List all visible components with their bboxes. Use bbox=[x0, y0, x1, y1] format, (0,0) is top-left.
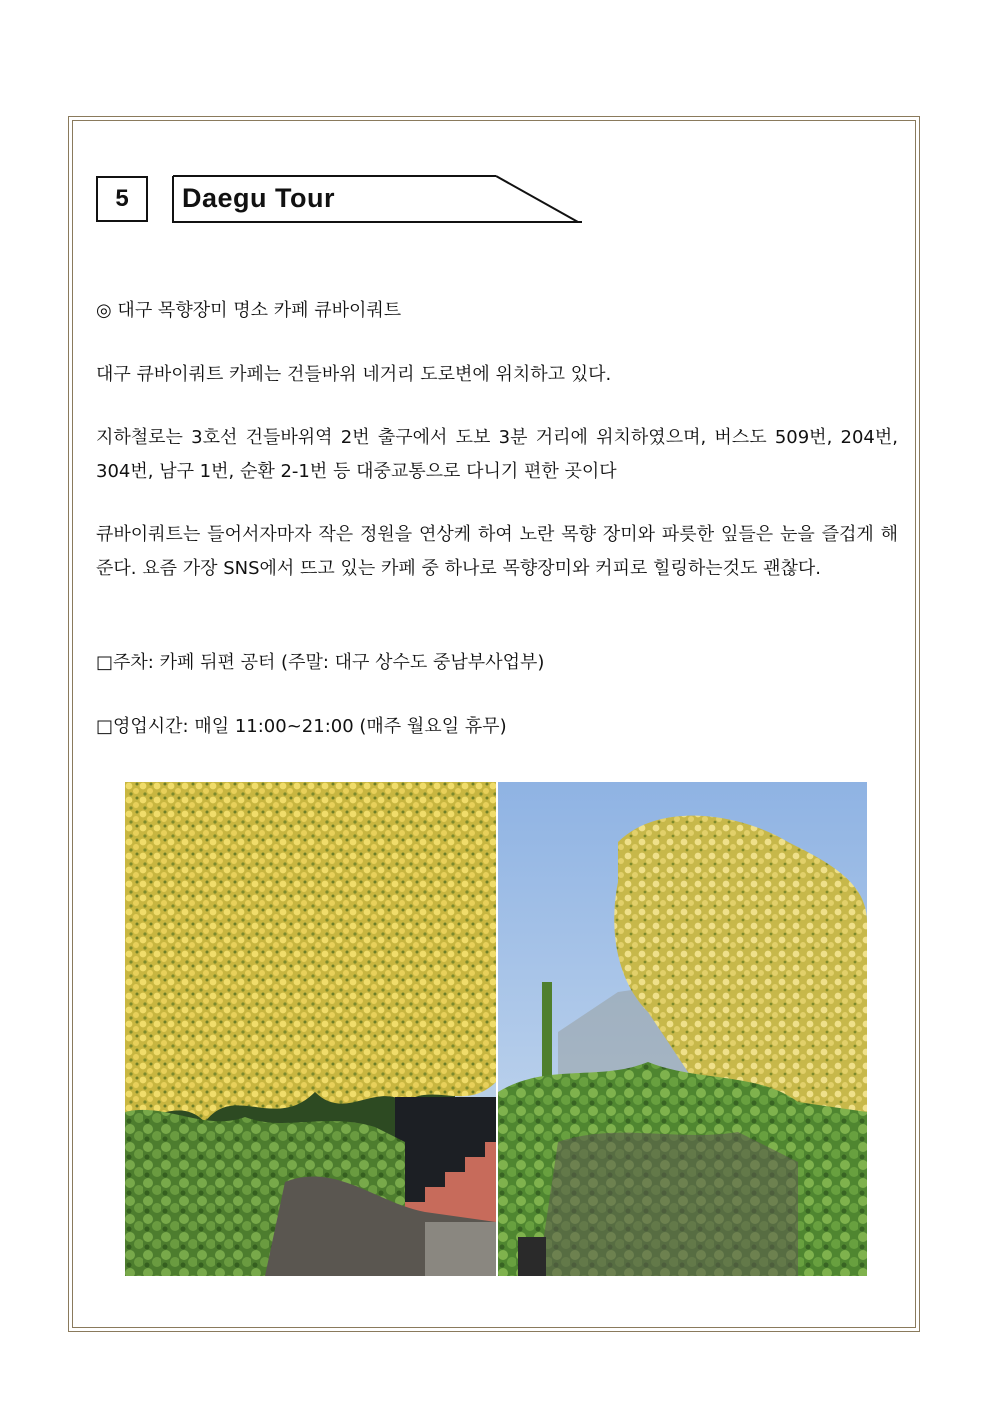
hours-info: □영업시간: 매일 11:00~21:00 (매주 월요일 휴무) bbox=[96, 716, 507, 737]
section-title: Daegu Tour bbox=[182, 183, 335, 213]
section-number-box bbox=[96, 176, 148, 222]
photo-rose-wall-stairs bbox=[125, 782, 496, 1276]
transport-paragraph: 지하철로는 3호선 건들바위역 2번 출구에서 도보 3분 거리에 위치하였으며, 버스도 509번, 204번, 304번, 남구 1번, 순환 2-1번 등 대중교통으로 다니기 편한 곳이다 bbox=[96, 427, 898, 482]
description-paragraph: 큐바이쿼트는 들어서자마자 작은 정원을 연상케 하여 노란 목향 장미와 파릇한 잎들은 눈을 즐겁게 해준다. 요즘 가장 SNS에서 뜨고 있는 카페 중 하나로 목향장미와 커피로 힐링하는것도 괜찮다. bbox=[96, 524, 898, 579]
parking-info: □주차: 카페 뒤편 공터 (주말: 대구 상수도 중남부사업부) bbox=[96, 652, 545, 673]
photo-rose-cascade-sky bbox=[498, 782, 867, 1276]
intro-paragraph: 대구 큐바이쿼트 카페는 건들바위 네거리 도로변에 위치하고 있다. bbox=[96, 364, 612, 385]
section-number: 5 bbox=[115, 185, 129, 212]
heading: ◎ 대구 목향장미 명소 카페 큐바이쿼트 bbox=[96, 300, 402, 321]
